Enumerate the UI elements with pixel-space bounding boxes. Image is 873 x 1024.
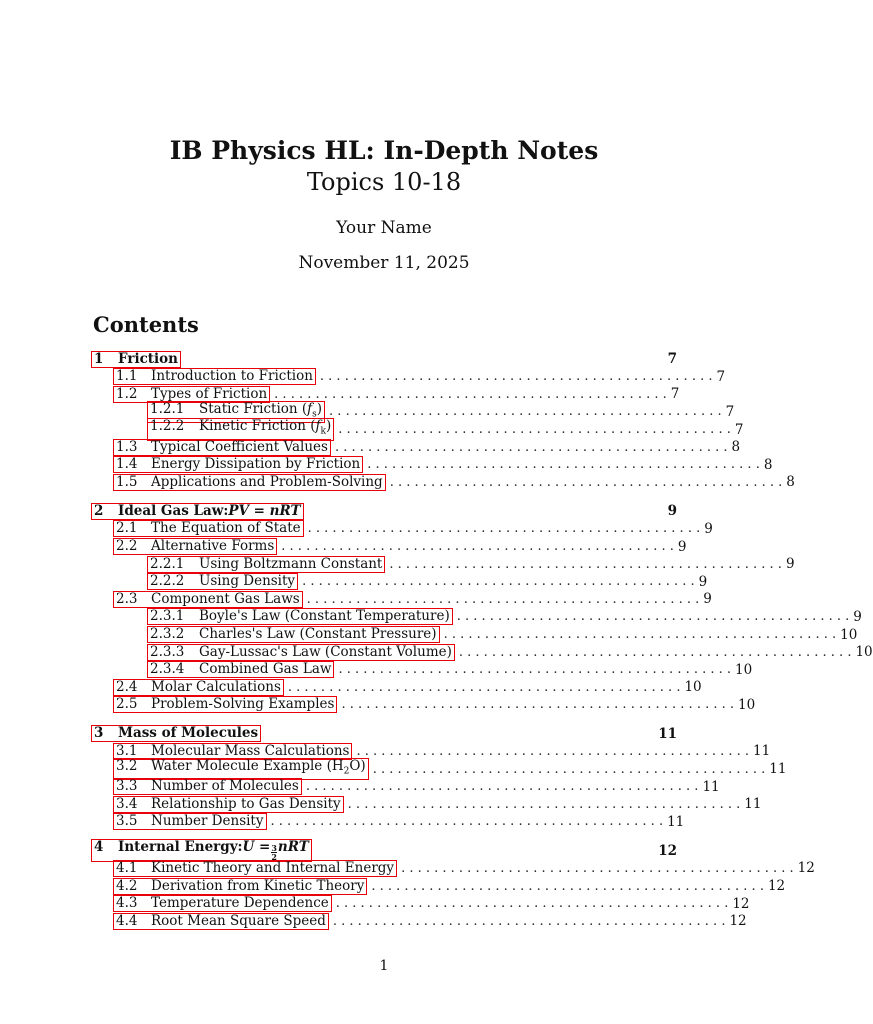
toc-entry-number: 2.3.4 — [150, 661, 185, 678]
toc-entry — [91, 456, 773, 474]
toc-entry-page: 12 — [729, 913, 747, 930]
toc-entry — [91, 661, 753, 679]
toc-entry-title-text: Boyle's Law (Constant Temperature) — [199, 608, 450, 625]
toc-entry-title — [151, 797, 341, 812]
toc-entry-link[interactable] — [113, 860, 397, 877]
toc-section-3 — [91, 725, 677, 743]
toc-entry-title — [151, 680, 281, 695]
toc-entry-number: 3.5 — [116, 813, 138, 830]
fraction-denominator: 2 — [271, 852, 277, 863]
toc-entry-title — [151, 914, 326, 929]
toc-entry-title — [151, 387, 267, 402]
toc-entry-number: 1.4 — [116, 456, 138, 473]
fraction — [271, 844, 277, 861]
toc-entry-number: 1.2 — [116, 385, 138, 402]
toc-entry-page: 12 — [732, 895, 750, 912]
toc-entry-title-text: Gay-Lussac's Law (Constant Volume) — [199, 643, 452, 660]
toc-entry-page: 9 — [704, 520, 713, 537]
toc-section-title: Internal Energy: — [118, 839, 243, 856]
toc-entry-title — [151, 814, 264, 829]
toc-entry-page: 12 — [797, 860, 815, 877]
toc-entry-title-text: Combined Gas Law — [199, 661, 332, 678]
subscript: k — [320, 426, 326, 437]
leader-dots: . . . . . . . . . . . . . . . . . . . . . . . . . . . . . . . . . . . . . . . . . . . . . . . . — [372, 761, 766, 777]
leader-dots: . . . . . . . . . . . . . . . . . . . . . . . . . . . . . . . . . . . . . . . . . . . . . . . . — [367, 457, 760, 473]
toc-entry-math: f — [307, 400, 313, 417]
toc-entry-number: 2.1 — [116, 520, 138, 537]
toc-entry-number: 2.3.2 — [150, 626, 185, 643]
toc-entry-title-text: Root Mean Square Speed — [151, 912, 326, 929]
leader-dots: . . . . . . . . . . . . . . . . . . . . . . . . . . . . . . . . . . . . . . . . . . . . . . . . — [356, 743, 750, 759]
toc-entry-number: 2.3.3 — [150, 643, 185, 660]
leader-dots: . . . . . . . . . . . . . . . . . . . . . . . . . . . . . . . . . . . . . . . . . . . . . . . . — [287, 679, 681, 695]
toc-entry-number: 1.1 — [116, 368, 138, 385]
page-number: 1 — [379, 958, 389, 974]
toc-entry-link[interactable] — [113, 591, 303, 608]
toc-section-page: 7 — [667, 351, 677, 367]
toc-entry-number: 4.3 — [116, 895, 138, 912]
leader-dots: . . . . . . . . . . . . . . . . . . . . . . . . . . . . . . . . . . . . . . . . . . . . . . . . — [332, 913, 726, 929]
toc-entry-title — [151, 779, 299, 794]
leader-dots: . . . . . . . . . . . . . . . . . . . . . . . . . . . . . . . . . . . . . . . . . . . . . . . . — [338, 662, 732, 678]
toc-entry-link[interactable] — [113, 368, 316, 385]
toc-entry-link[interactable] — [147, 661, 334, 678]
toc-entry-title-text: Kinetic Theory and Internal Energy — [151, 859, 395, 876]
leader-dots: . . . . . . . . . . . . . . . . . . . . . . . . . . . . . . . . . . . . . . . . . . . . . . . . — [281, 539, 674, 555]
toc-entry-link[interactable] — [147, 608, 453, 625]
toc-entry-link[interactable] — [113, 679, 284, 696]
toc-entry-link[interactable] — [113, 796, 344, 813]
toc-entry-link[interactable] — [113, 520, 304, 537]
table-of-contents — [91, 350, 873, 930]
toc-entry-page: 7 — [716, 368, 726, 385]
leader-dots: . . . . . . . . . . . . . . . . . . . . . . . . . . . . . . . . . . . . . . . . . . . . . . . . — [306, 591, 700, 607]
toc-entry — [91, 643, 873, 661]
toc-entry-title-tail: O) — [349, 757, 366, 774]
toc-section-1 — [91, 350, 677, 368]
leader-dots: . . . . . . . . . . . . . . . . . . . . . . . . . . . . . . . . . . . . . . . . . . . . . . . . — [319, 369, 713, 385]
toc-entry-page: 9 — [853, 608, 862, 625]
toc-entry-title-text: Types of Friction — [151, 385, 268, 402]
leader-dots: . . . . . . . . . . . . . . . . . . . . . . . . . . . . . . . . . . . . . . . . . . . . . . . . — [347, 796, 741, 812]
document-author: Your Name — [336, 218, 432, 238]
leader-dots: . . . . . . . . . . . . . . . . . . . . . . . . . . . . . . . . . . . . . . . . . . . . . . . . — [307, 521, 701, 537]
toc-entry-number: 2.2 — [116, 538, 138, 555]
toc-entry — [91, 608, 862, 626]
leader-dots: . . . . . . . . . . . . . . . . . . . . . . . . . . . . . . . . . . . . . . . . . . . . . . . . — [274, 386, 667, 402]
toc-entry-title-text: Derivation from Kinetic Theory — [151, 877, 365, 894]
leader-dots: . . . . . . . . . . . . . . . . . . . . . . . . . . . . . . . . . . . . . . . . . . . . . . . . — [329, 404, 722, 420]
leader-dots: . . . . . . . . . . . . . . . . . . . . . . . . . . . . . . . . . . . . . . . . . . . . . . . . — [456, 609, 850, 625]
toc-entry — [91, 757, 787, 778]
toc-entry-link[interactable] — [113, 456, 363, 473]
document-title: IB Physics HL: In-Depth Notes — [169, 136, 599, 165]
toc-entry-number: 3.4 — [116, 795, 138, 812]
toc-section-number: 4 — [94, 839, 104, 856]
toc-entry — [91, 438, 741, 456]
toc-section-title: Ideal Gas Law: — [118, 502, 229, 519]
toc-entry — [91, 678, 702, 697]
toc-entry-title-text: Static Friction ( — [199, 400, 308, 417]
toc-entry-link[interactable] — [147, 556, 385, 573]
toc-entry-link[interactable] — [113, 913, 329, 930]
toc-entry-title-text: Component Gas Laws — [151, 590, 300, 607]
toc-entry-title — [151, 457, 360, 472]
toc-entry — [91, 538, 687, 556]
toc-entry-page: 11 — [744, 796, 762, 813]
toc-entry-page: 12 — [767, 878, 786, 895]
toc-entry-link[interactable] — [113, 538, 277, 555]
toc-section-number: 2 — [94, 502, 104, 519]
subscript: 2 — [343, 766, 350, 777]
toc-entry-page: 9 — [677, 538, 687, 555]
toc-entry-number: 2.4 — [116, 678, 138, 695]
toc-entry-page: 11 — [753, 743, 771, 760]
toc-entry-title — [151, 759, 366, 780]
leader-dots: . . . . . . . . . . . . . . . . . . . . . . . . . . . . . . . . . . . . . . . . . . . . . . . . — [389, 474, 783, 490]
toc-entry — [91, 418, 744, 439]
leader-dots: . . . . . . . . . . . . . . . . . . . . . . . . . . . . . . . . . . . . . . . . . . . . . . . . — [335, 896, 729, 912]
toc-entry-number: 3.2 — [116, 757, 138, 774]
leader-dots: . . . . . . . . . . . . . . . . . . . . . . . . . . . . . . . . . . . . . . . . . . . . . . . . — [270, 814, 664, 830]
toc-entry-page: 8 — [763, 456, 773, 473]
toc-entry-page: 10 — [855, 644, 873, 661]
toc-entry — [91, 590, 712, 609]
leader-dots: . . . . . . . . . . . . . . . . . . . . . . . . . . . . . . . . . . . . . . . . . . . . . . . . — [458, 644, 852, 660]
toc-entry — [91, 626, 858, 644]
toc-entry — [91, 859, 815, 878]
toc-entry-title — [151, 475, 383, 490]
toc-entry-title-text: The Equation of State — [151, 520, 301, 537]
toc-entry-page: 9 — [698, 573, 708, 590]
toc-entry-title — [151, 592, 300, 607]
toc-entry-title-text: Number Density — [151, 813, 264, 830]
toc-entry-number: 2.2.2 — [150, 573, 185, 590]
toc-entry-link[interactable] — [113, 439, 331, 456]
leader-dots: . . . . . . . . . . . . . . . . . . . . . . . . . . . . . . . . . . . . . . . . . . . . . . . . — [401, 860, 794, 876]
toc-entry-page: 7 — [734, 421, 744, 438]
toc-entry-title — [151, 744, 349, 759]
toc-entry-title — [199, 627, 437, 642]
leader-dots: . . . . . . . . . . . . . . . . . . . . . . . . . . . . . . . . . . . . . . . . . . . . . . . . — [389, 556, 782, 572]
toc-entry-title — [199, 609, 450, 624]
toc-entry-link[interactable] — [113, 895, 332, 912]
toc-entry — [91, 520, 713, 538]
toc-section-link[interactable] — [91, 725, 261, 742]
toc-entry-page: 10 — [684, 679, 702, 696]
toc-entry-link[interactable] — [113, 778, 302, 795]
toc-entry-link[interactable] — [147, 573, 298, 590]
document-date: November 11, 2025 — [298, 253, 470, 273]
toc-entry-number: 2.3.1 — [150, 608, 185, 625]
toc-entry — [91, 368, 726, 386]
toc-entry-number: 3.3 — [116, 778, 138, 795]
document-subtitle: Topics 10-18 — [306, 168, 462, 196]
toc-entry-title-tail: ) — [325, 418, 332, 435]
subscript: s — [312, 409, 317, 420]
toc-section-page: 12 — [658, 842, 677, 859]
toc-entry-title — [151, 879, 364, 894]
toc-entry-title — [151, 539, 274, 554]
toc-entry-number: 2.2.1 — [150, 555, 185, 572]
toc-entry-title — [199, 557, 382, 572]
leader-dots: . . . . . . . . . . . . . . . . . . . . . . . . . . . . . . . . . . . . . . . . . . . . . . . . — [334, 439, 728, 455]
toc-entry — [91, 473, 795, 492]
toc-section-2 — [91, 502, 677, 520]
toc-entry-title — [151, 440, 328, 455]
toc-entry-title-text: Number of Molecules — [151, 778, 299, 795]
toc-entry — [91, 877, 786, 895]
toc-entry-title — [199, 645, 452, 660]
toc-entry-title-text: Using Density — [199, 573, 296, 590]
toc-entry-number: 4.2 — [116, 877, 138, 894]
toc-entry-page: 8 — [731, 439, 741, 456]
toc-entry — [91, 555, 795, 573]
toc-entry-page: 8 — [786, 474, 795, 491]
toc-entry-title — [151, 861, 394, 876]
toc-entry-number: 1.5 — [116, 473, 138, 490]
toc-entry — [91, 912, 747, 930]
toc-entry-title-tail: ) — [316, 400, 323, 417]
toc-entry-title-text: Water Molecule Example (H — [151, 757, 344, 774]
toc-entry-title-text: Molecular Mass Calculations — [151, 742, 350, 759]
toc-entry-page: 11 — [667, 813, 685, 830]
toc-section-math-tail: nRT — [277, 839, 309, 856]
toc-section-link[interactable] — [91, 351, 181, 368]
toc-entry-title-text: Applications and Problem-Solving — [151, 473, 383, 490]
toc-entry-title-text: Using Boltzmann Constant — [199, 555, 383, 572]
toc-entry-title-text: Problem-Solving Examples — [151, 696, 335, 713]
toc-entry-page: 11 — [769, 761, 787, 778]
toc-section-math: PV = nRT — [228, 502, 301, 519]
toc-entry-title-text: Typical Coefficient Values — [151, 438, 328, 455]
toc-entry-page: 11 — [702, 778, 720, 795]
toc-section-title: Mass of Molecules — [118, 725, 259, 742]
toc-entry — [91, 895, 750, 913]
toc-section-page: 11 — [658, 725, 677, 742]
toc-section-4 — [91, 839, 677, 863]
leader-dots: . . . . . . . . . . . . . . . . . . . . . . . . . . . . . . . . . . . . . . . . . . . . . . . . — [371, 878, 764, 894]
toc-entry-title — [151, 369, 313, 384]
toc-section-title: Friction — [118, 350, 178, 367]
toc-entry-title — [151, 896, 329, 911]
toc-entry-link[interactable] — [113, 474, 386, 491]
toc-entry-link[interactable] — [113, 878, 367, 895]
toc-section-number: 3 — [94, 725, 104, 742]
toc-entry-number: 1.3 — [116, 438, 138, 455]
toc-entry-title — [199, 662, 331, 677]
toc-entry — [91, 813, 685, 831]
toc-entry-number: 2.3 — [116, 590, 138, 607]
leader-dots: . . . . . . . . . . . . . . . . . . . . . . . . . . . . . . . . . . . . . . . . . . . . . . . . — [305, 779, 699, 795]
toc-entry-title-text: Alternative Forms — [151, 538, 275, 555]
toc-entry-page: 10 — [735, 661, 753, 678]
toc-entry-link[interactable] — [147, 644, 455, 661]
toc-section-link[interactable] — [91, 503, 304, 520]
toc-entry-math: f — [315, 418, 321, 435]
toc-entry — [91, 573, 708, 591]
leader-dots: . . . . . . . . . . . . . . . . . . . . . . . . . . . . . . . . . . . . . . . . . . . . . . . . — [338, 422, 731, 438]
leader-dots: . . . . . . . . . . . . . . . . . . . . . . . . . . . . . . . . . . . . . . . . . . . . . . . . — [302, 574, 695, 590]
toc-entry-title-text: Temperature Dependence — [151, 895, 329, 912]
toc-entry — [91, 778, 720, 796]
toc-entry-number: 2.5 — [116, 696, 138, 713]
toc-entry-link[interactable] — [113, 813, 267, 830]
toc-entry-number: 1.2.1 — [150, 400, 185, 417]
toc-entry-number: 3.1 — [116, 742, 138, 759]
toc-entry-page: 9 — [703, 591, 712, 608]
toc-entry-title-text: Molar Calculations — [151, 678, 281, 695]
toc-entry-page: 9 — [785, 556, 795, 573]
toc-entry-page: 10 — [840, 626, 858, 643]
fraction-numerator: 3 — [271, 843, 277, 854]
leader-dots: . . . . . . . . . . . . . . . . . . . . . . . . . . . . . . . . . . . . . . . . . . . . . . . . — [443, 627, 837, 643]
toc-section-page: 9 — [667, 503, 677, 520]
contents-heading: Contents — [93, 312, 199, 337]
toc-entry-number: 1.2.2 — [150, 418, 185, 435]
toc-entry-page: 7 — [670, 386, 680, 403]
toc-entry-title-text: Relationship to Gas Density — [151, 795, 341, 812]
toc-entry — [91, 696, 756, 714]
toc-entry-title-text: Kinetic Friction ( — [199, 418, 316, 435]
toc-entry-title — [151, 697, 334, 712]
toc-entry-page: 7 — [725, 403, 735, 420]
toc-entry-title — [199, 419, 331, 440]
toc-entry-title — [151, 521, 301, 536]
toc-entry — [91, 795, 762, 813]
toc-entry-page: 10 — [738, 696, 756, 713]
toc-entry-title-text: Energy Dissipation by Friction — [151, 456, 361, 473]
toc-entry-title-text: Charles's Law (Constant Pressure) — [199, 626, 437, 643]
toc-entry-number: 4.4 — [116, 912, 138, 929]
toc-entry-link[interactable] — [113, 696, 337, 713]
toc-entry-title-text: Introduction to Friction — [151, 368, 313, 385]
leader-dots: . . . . . . . . . . . . . . . . . . . . . . . . . . . . . . . . . . . . . . . . . . . . . . . . — [341, 697, 735, 713]
toc-entry-number: 4.1 — [116, 859, 138, 876]
toc-entry-link[interactable] — [147, 626, 440, 643]
toc-section-math: U = — [242, 839, 271, 856]
toc-entry-title — [199, 574, 295, 589]
toc-section-number: 1 — [94, 350, 104, 367]
